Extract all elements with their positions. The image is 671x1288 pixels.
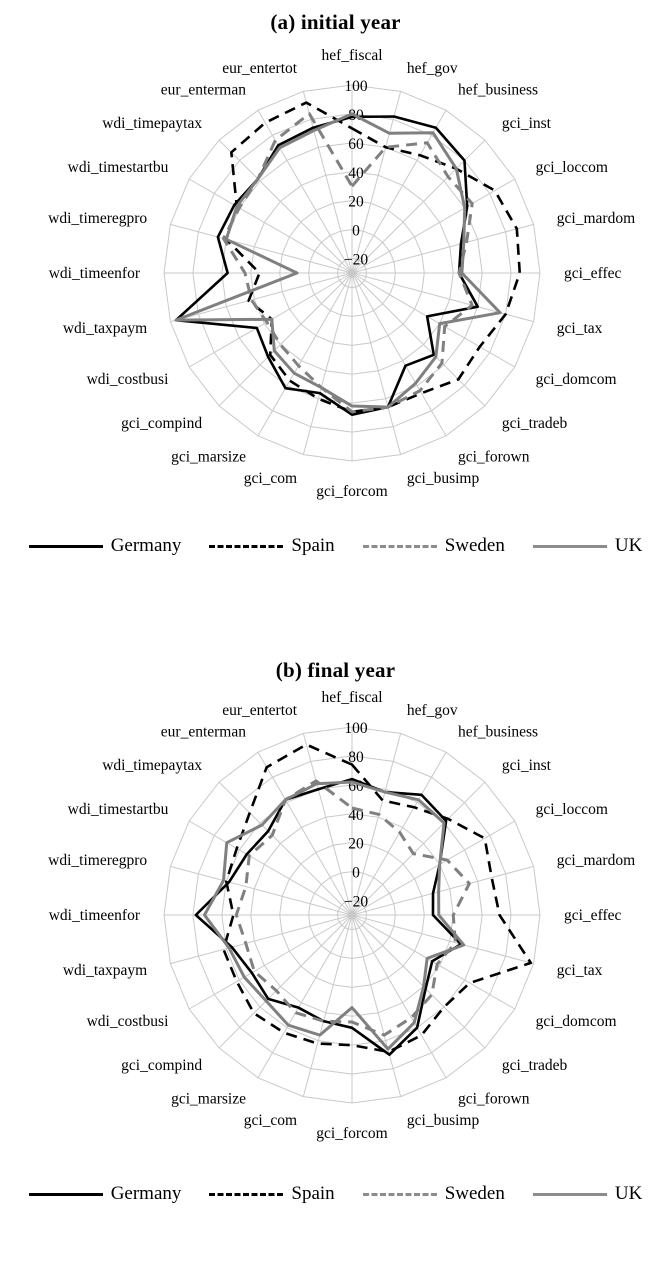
axis-label-eur_entertot: eur_entertot [222, 702, 298, 720]
axis-label-gci_loccom: gci_loccom [535, 801, 608, 818]
legend-label-germany: Germany [110, 535, 182, 556]
axis-label-gci_marsize: gci_marsize [171, 1090, 246, 1108]
radial-tick-label: −20 [343, 893, 369, 911]
axis-label-gci_inst: gci_inst [501, 115, 551, 133]
axis-label-wdi_costbusi: wdi_costbusi [86, 1013, 169, 1030]
legend-swatch-uk [533, 1193, 607, 1196]
grid-spoke [352, 915, 401, 1097]
axis-label-gci_com: gci_com [243, 1111, 298, 1129]
axis-label-wdi_timepaytax: wdi_timepaytax [102, 115, 203, 133]
legend-item-spain [209, 535, 334, 557]
axis-label-wdi_timeenfor: wdi_timeenfor [48, 265, 140, 282]
axis-label-gci_tax: gci_tax [556, 961, 603, 979]
axis-label-gci_forcom: gci_forcom [316, 483, 388, 500]
radial-tick-label: 20 [348, 193, 364, 211]
grid-spoke [170, 224, 352, 273]
grid-spoke [219, 915, 352, 1048]
legend-item-germany [29, 535, 182, 557]
axis-label-gci_effec: gci_effec [564, 907, 622, 924]
grid-spoke [352, 224, 534, 273]
axis-label-wdi_costbusi: wdi_costbusi [86, 371, 169, 388]
axis-label-gci_com: gci_com [243, 469, 298, 487]
panel-title-b: (b) final year [275, 658, 396, 682]
radial-tick-label: −20 [343, 251, 369, 269]
legend-label-uk: UK [614, 535, 643, 556]
grid-spoke [352, 179, 515, 273]
radar-chart-initial-year [0, 35, 671, 525]
legend-a [0, 525, 671, 567]
radial-tick-label: 20 [348, 835, 364, 853]
axis-label-gci_domcom: gci_domcom [535, 1013, 617, 1030]
legend-label-uk: UK [614, 1183, 643, 1204]
axis-label-gci_busimp: gci_busimp [406, 469, 480, 487]
axis-label-gci_forown: gci_forown [458, 448, 530, 466]
legend-swatch-spain [209, 545, 283, 548]
axis-label-gci_mardom: gci_mardom [556, 210, 636, 228]
radar-svg-b [0, 683, 671, 1173]
axis-label-hef_business: hef_business [458, 81, 539, 99]
grid-spoke [352, 915, 485, 1048]
axis-label-wdi_taxpaym: wdi_taxpaym [62, 961, 148, 979]
radar-svg-a [0, 35, 671, 525]
grid-spoke [258, 273, 352, 436]
legend-label-spain: Spain [291, 1183, 335, 1204]
radial-tick-label: 0 [352, 222, 360, 240]
axis-label-eur_entertot: eur_entertot [222, 60, 298, 78]
legend-swatch-uk [533, 545, 607, 548]
legend-swatch-germany [29, 545, 103, 548]
axis-label-gci_tradeb: gci_tradeb [501, 414, 568, 432]
legend-item-germany [29, 1183, 182, 1205]
grid-spoke [352, 866, 534, 915]
grid-spoke [352, 273, 485, 406]
axis-label-gci_loccom: gci_loccom [535, 159, 608, 176]
radial-tick-label: 100 [344, 78, 368, 95]
series-uk [204, 782, 463, 1049]
axis-label-eur_enterman: eur_enterman [160, 81, 246, 99]
legend-label-germany: Germany [110, 1183, 182, 1204]
grid-spoke [170, 273, 352, 322]
axis-label-gci_mardom: gci_mardom [556, 852, 636, 870]
legend-swatch-germany [29, 1193, 103, 1196]
axis-label-eur_enterman: eur_enterman [160, 723, 246, 741]
radial-tick-label: 40 [348, 806, 364, 824]
axis-label-wdi_timestartbu: wdi_timestartbu [67, 801, 169, 818]
axis-label-wdi_timepaytax: wdi_timepaytax [102, 757, 203, 775]
legend-swatch-sweden [363, 545, 437, 548]
legend-item-sweden [363, 535, 505, 557]
radial-tick-label: 60 [348, 777, 364, 795]
radar-chart-final-year [0, 683, 671, 1173]
axis-label-gci_forown: gci_forown [458, 1090, 530, 1108]
axis-label-gci_compind: gci_compind [121, 414, 203, 432]
grid-spoke [352, 782, 485, 915]
legend-item-uk [533, 1183, 642, 1205]
panel-final-year [0, 644, 671, 1288]
axis-label-wdi_timestartbu: wdi_timestartbu [67, 159, 169, 176]
axis-label-hef_gov: hef_gov [406, 702, 458, 720]
grid-spoke [303, 915, 352, 1097]
axis-label-gci_effec: gci_effec [564, 265, 622, 282]
axis-label-gci_tradeb: gci_tradeb [501, 1056, 568, 1074]
radial-tick-label: 80 [348, 106, 364, 124]
axis-label-gci_tax: gci_tax [556, 319, 603, 337]
legend-swatch-spain [209, 1193, 283, 1196]
legend-label-sweden: Sweden [444, 535, 505, 556]
panel-title-a: (a) initial year [270, 10, 401, 34]
grid-spoke [170, 866, 352, 915]
legend-item-spain [209, 1183, 334, 1205]
grid-spoke [303, 273, 352, 455]
axis-label-wdi_timeregpro: wdi_timeregpro [48, 852, 148, 870]
radial-tick-label: 60 [348, 135, 364, 153]
axis-label-gci_marsize: gci_marsize [171, 448, 246, 466]
series-germany [176, 117, 478, 415]
legend-label-spain: Spain [291, 535, 335, 556]
axis-label-hef_fiscal: hef_fiscal [321, 47, 383, 64]
grid-spoke [170, 915, 352, 964]
legend-item-uk [533, 535, 642, 557]
axis-label-gci_busimp: gci_busimp [406, 1111, 480, 1129]
radial-tick-label: 100 [344, 720, 368, 737]
legend-swatch-sweden [363, 1193, 437, 1196]
axis-label-gci_domcom: gci_domcom [535, 371, 617, 388]
axis-label-wdi_taxpaym: wdi_taxpaym [62, 319, 148, 337]
axis-label-wdi_timeregpro: wdi_timeregpro [48, 210, 148, 228]
grid-spoke [352, 273, 401, 455]
radial-tick-label: 40 [348, 164, 364, 182]
legend-label-sweden: Sweden [444, 1183, 505, 1204]
grid-spoke [258, 915, 352, 1078]
radial-tick-label: 0 [352, 864, 360, 882]
radial-tick-label: 80 [348, 748, 364, 766]
axis-label-hef_business: hef_business [458, 723, 539, 741]
axis-label-gci_inst: gci_inst [501, 757, 551, 775]
axis-label-wdi_timeenfor: wdi_timeenfor [48, 907, 140, 924]
legend-item-sweden [363, 1183, 505, 1205]
legend-b [0, 1173, 671, 1215]
axis-label-gci_compind: gci_compind [121, 1056, 203, 1074]
axis-label-gci_forcom: gci_forcom [316, 1125, 388, 1142]
axis-label-hef_fiscal: hef_fiscal [321, 689, 383, 706]
axis-label-hef_gov: hef_gov [406, 60, 458, 78]
